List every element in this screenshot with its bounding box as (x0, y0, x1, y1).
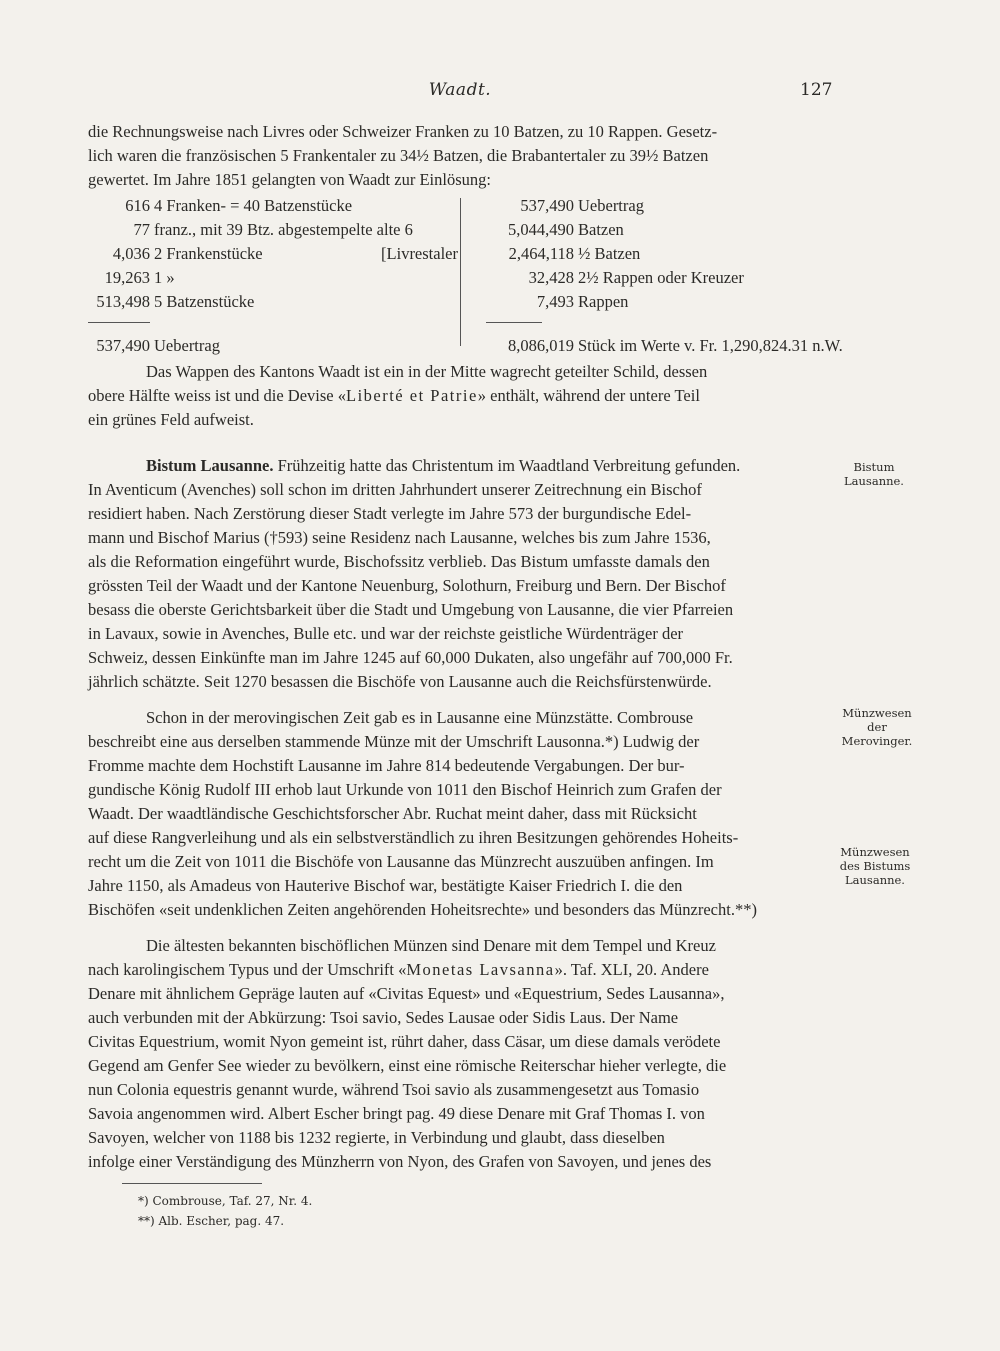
coin-label: 1 » (154, 268, 175, 287)
text-span: obere Hälfte weiss ist und die Devise « (88, 386, 346, 405)
section-heading: Bistum Lausanne. (146, 456, 274, 475)
text-line: Schon in der merovingischen Zeit gab es in Lausanne eine Münzstätte. Combrouse (146, 708, 694, 727)
sum-rule-left (88, 322, 150, 323)
table-divider (460, 198, 461, 346)
amount: 32,428 (528, 268, 574, 287)
amount: 513,498 (96, 292, 150, 311)
coin-label: Rappen (578, 292, 629, 311)
text-span: » enthält, während der untere Teil (477, 386, 700, 405)
footnote-rule (122, 1183, 262, 1184)
coin-note: [Livrestaler (381, 244, 458, 263)
margin-note-line: Münzwesen (840, 845, 910, 859)
text-line: Savoyen, welcher von 1188 bis 1232 regierte, in Verbindung und glaubt, dass dieselben (88, 1128, 665, 1147)
table-row (464, 220, 844, 244)
running-header-title: Waadt. (428, 80, 492, 100)
amount: 7,493 (536, 292, 574, 311)
amount: 537,490 (520, 196, 574, 215)
text-span: nach karolingischem Typus und der Umschrift « (88, 960, 407, 979)
table-row (88, 336, 458, 360)
text-line: mann und Bischof Marius (†593) seine Residenz nach Lausanne, welches bis zum Jahre 1536, (88, 528, 711, 547)
text-line: die Rechnungsweise nach Livres oder Schweizer Franken zu 10 Batzen, zu 10 Rappen. Gesetz- (88, 122, 718, 141)
amount: 4,036 (112, 244, 150, 263)
amount: 8,086,019 (508, 336, 574, 355)
text-span: Frühzeitig hatte das Christentum im Waadtland Verbreitung gefunden. (277, 456, 741, 475)
text-line: Fromme machte dem Hochstift Lausanne im Jahre 814 bedeutende Vergabungen. Der bur- (88, 756, 685, 775)
text-line: Savoia angenommen wird. Albert Escher bringt pag. 49 diese Denare mit Graf Thomas I. von (88, 1104, 705, 1123)
table-row (464, 336, 844, 360)
text-line: beschreibt eine aus derselben stammende Münze mit der Umschrift Lausonna.*) Ludwig der (88, 732, 700, 751)
margin-note-line: Münzwesen (842, 706, 912, 720)
coin-label: Stück im Werte v. Fr. 1,290,824.31 n.W. (578, 336, 843, 355)
intro-paragraph (88, 120, 830, 192)
margin-note-line: der (867, 720, 887, 734)
amount: 616 (125, 196, 150, 215)
margin-note-line: Bistum (853, 460, 895, 474)
text-line: Schweiz, dessen Einkünfte man im Jahre 1245 auf 60,000 Dukaten, also ungefähr auf 700,000 Fr. (88, 648, 733, 667)
coin-table-left (88, 196, 458, 360)
coin-label: 4 Franken- = 40 Batzenstücke (154, 196, 353, 215)
text-line: infolge einer Verständigung des Münzherrn von Nyon, des Grafen von Savoyen, und jenes des (88, 1152, 712, 1171)
wappen-paragraph (88, 360, 830, 432)
text-line: Denare mit ähnlichem Gepräge lauten auf «Civitas Equest» und «Equestrium, Sedes Lausanna», (88, 984, 725, 1003)
coin-label: ½ Batzen (578, 244, 641, 263)
table-row (464, 268, 844, 292)
text-line: recht um die Zeit von 1011 die Bischöfe von Lausanne das Münzrecht auszuüben anfingen. Im (88, 852, 714, 871)
text-line: Bischöfen «seit undenklichen Zeiten angehörenden Hoheitsrechte» und besonders das Münzrecht.**) (88, 900, 757, 919)
text-line: Jahre 1150, als Amadeus von Hauterive Bischof war, bestätigte Kaiser Friedrich I. die den (88, 876, 683, 895)
footnote-1: *) Combrouse, Taf. 27, Nr. 4. (138, 1194, 313, 1208)
text-line: In Aventicum (Avenches) soll schon im dritten Jahrhundert unserer Zeitrechnung ein Bischof (88, 480, 702, 499)
text-line: auch verbunden mit der Abkürzung: Tsoi savio, Sedes Lausae oder Sidis Laus. Der Name (88, 1008, 679, 1027)
text-line: ein grünes Feld aufweist. (88, 410, 254, 429)
amount: 77 (133, 220, 150, 239)
coin-label: Batzen (578, 220, 624, 239)
text-line: als die Reformation eingeführt wurde, Bischofssitz verblieb. Das Bistum umfasste damals den (88, 552, 710, 571)
margin-note-line: des Bistums (839, 859, 911, 873)
margin-note-line: Lausanne. (844, 474, 904, 488)
merov-paragraph (88, 706, 830, 922)
text-line: nun Colonia equestris genannt wurde, während Tsoi savio als zusammengesetzt aus Tomasio (88, 1080, 700, 1099)
text-line: residiert haben. Nach Zerstörung dieser Stadt verlegte im Jahre 573 der burgundische Edel- (88, 504, 692, 523)
bistum-paragraph (88, 454, 830, 694)
text-line: auf diese Rangverleihung und als ein selbstverständlich zu ihren Besitzungen gehörendes Hoheits- (88, 828, 739, 847)
text-line: in Lavaux, sowie in Avenches, Bulle etc. und war der reichste geistliche Würdenträger der (88, 624, 684, 643)
table-row (88, 292, 458, 316)
coin-label: 5 Batzenstücke (154, 292, 255, 311)
coin-label: 2½ Rappen oder Kreuzer (578, 268, 744, 287)
text-line (88, 958, 830, 982)
text-line: jährlich schätzte. Seit 1270 besassen die Bischöfe von Lausanne auch die Reichsfürstenwürde. (88, 672, 712, 691)
text-line: Waadt. Der waadtländische Geschichtsforscher Abr. Ruchat meint daher, dass mit Rücksicht (88, 804, 697, 823)
table-row (88, 220, 458, 244)
margin-note-bistum (835, 460, 913, 488)
coin-table-right (464, 196, 844, 360)
coin-label: Uebertrag (154, 336, 220, 355)
text-line: Civitas Equestrium, womit Nyon gemeint ist, rührt daher, dass Cäsar, um diese damals verödete (88, 1032, 721, 1051)
footnote-2: **) Alb. Escher, pag. 47. (138, 1214, 285, 1228)
motto: Liberté et Patrie (345, 386, 478, 405)
table-row (88, 244, 458, 268)
denare-paragraph (88, 934, 830, 1174)
table-row (88, 196, 458, 220)
table-row (464, 196, 844, 220)
table-row (464, 244, 844, 268)
inscription: Monetas Lavsanna (406, 960, 555, 979)
text-span: ». Taf. XLI, 20. Andere (554, 960, 709, 979)
text-line: Gegend am Genfer See wieder zu bevölkern, einst eine römische Reiterschar hieher verlegte, die (88, 1056, 727, 1075)
text-line: lich waren die französischen 5 Frankentaler zu 34½ Batzen, die Brabantertaler zu 39½ Batzen (88, 146, 709, 165)
text-line: grössten Teil der Waadt und der Kantone Neuenburg, Solothurn, Freiburg und Bern. Der Bischof (88, 576, 726, 595)
text-line (88, 454, 830, 478)
amount: 2,464,118 (508, 244, 574, 263)
coin-label: franz., mit 39 Btz. abgestempelte alte 6 (154, 220, 413, 239)
page-number: 127 (800, 80, 833, 100)
coin-label: 2 Frankenstücke (154, 244, 263, 263)
amount: 537,490 (96, 336, 150, 355)
text-line: Die ältesten bekannten bischöflichen Münzen sind Denare mit dem Tempel und Kreuz (146, 936, 716, 955)
coin-label: Uebertrag (578, 196, 644, 215)
text-line (88, 384, 830, 408)
text-line: besass die oberste Gerichtsbarkeit über die Stadt und Umgebung von Lausanne, die vier Pfarreien (88, 600, 734, 619)
text-line: gundische König Rudolf III erhob laut Urkunde von 1011 den Bischof Heinrich zum Grafen der (88, 780, 722, 799)
margin-note-line: Merovinger. (841, 734, 913, 748)
text-line: Das Wappen des Kantons Waadt ist ein in der Mitte wagrecht geteilter Schild, dessen (146, 362, 708, 381)
margin-note-line: Lausanne. (845, 873, 905, 887)
sum-rule-right (486, 322, 542, 323)
text-line: gewertet. Im Jahre 1851 gelangten von Waadt zur Einlösung: (88, 170, 491, 189)
amount: 19,263 (104, 268, 150, 287)
margin-note-merovinger (838, 706, 916, 748)
table-row (464, 292, 844, 316)
table-row (88, 268, 458, 292)
margin-note-bistums (836, 845, 914, 887)
amount: 5,044,490 (508, 220, 574, 239)
